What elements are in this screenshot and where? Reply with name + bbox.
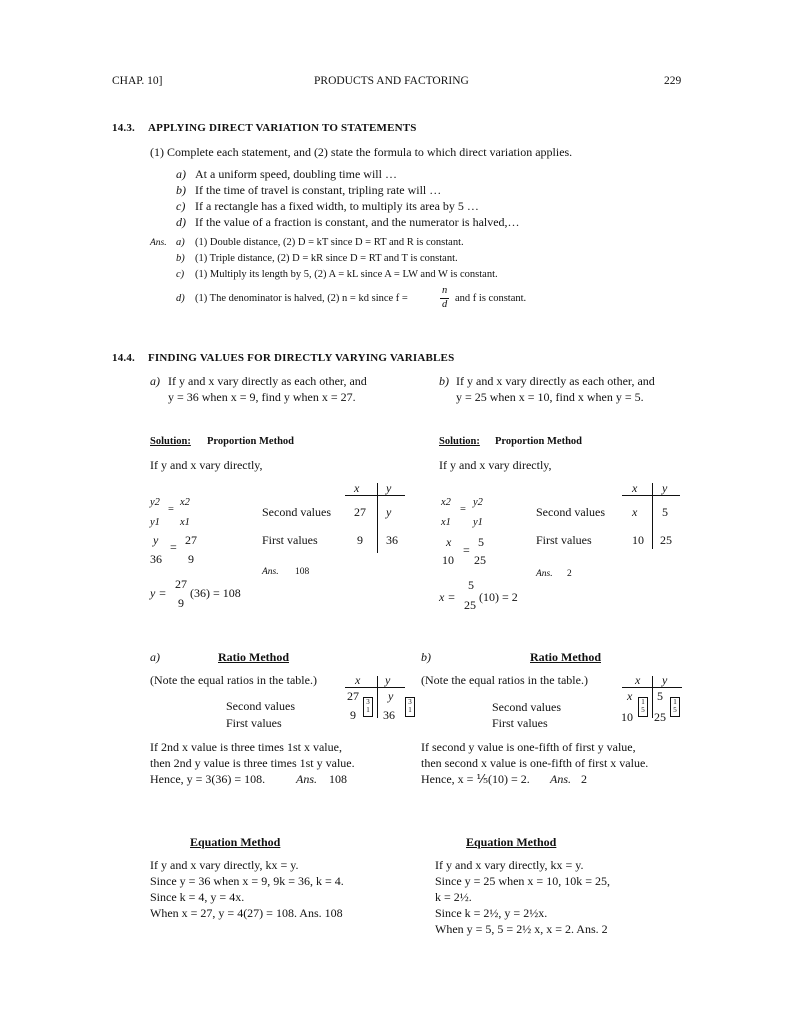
equation-line: Since y = 25 when x = 10, 10k = 25,: [435, 874, 610, 888]
page-number: 229: [664, 75, 682, 87]
table-header: x: [635, 673, 641, 687]
equation-line: When y = 5, 5 = 2½ x, x = 2. Ans. 2: [435, 922, 608, 936]
method-title: Ratio Method: [530, 650, 601, 664]
table-cell: y: [386, 505, 392, 519]
row-label: Second values: [262, 505, 331, 519]
item-label: b): [176, 183, 186, 197]
chapter-label: CHAP. 10]: [112, 75, 163, 87]
method-title: Ratio Method: [218, 650, 289, 664]
answer-label: Ans.: [550, 772, 571, 786]
fraction-numerator: 27: [185, 533, 197, 547]
section-number: 14.3.: [112, 122, 135, 134]
equation-line: Since k = 4, y = 4x.: [150, 890, 245, 904]
result-text: y =: [150, 586, 167, 600]
ratio-box: 3 1: [363, 697, 373, 717]
table-cell: 36: [383, 708, 395, 722]
row-label: First values: [536, 533, 592, 547]
ratio-box: 3 1: [405, 697, 415, 717]
symbol: y1: [150, 517, 160, 528]
problem-text: y = 25 when x = 10, find x when y = 5.: [456, 390, 644, 404]
answer-value: 2: [567, 569, 572, 579]
equation-line: When x = 27, y = 4(27) = 108. Ans. 108: [150, 906, 343, 920]
solution-text: If y and x vary directly,: [439, 458, 552, 472]
equation-line: k = 2½.: [435, 890, 472, 904]
answer-item-label: b): [176, 253, 185, 264]
answer-text: (1) Triple distance, (2) D = kR since D = RT and T is constant.: [195, 253, 458, 264]
ratio-explanation: If 2nd x value is three times 1st x value,: [150, 740, 342, 754]
fraction-numerator: n: [442, 285, 448, 296]
table-cell: x: [627, 689, 633, 703]
ratio-explanation: Hence, y = 3(36) = 108.: [150, 772, 266, 786]
item-text: If a rectangle has a fixed width, to multiply its area by 5 …: [195, 199, 479, 213]
table-header: y: [662, 481, 668, 495]
ratio-box: 1 5: [638, 697, 648, 717]
answer-item-label: a): [176, 237, 185, 248]
table-header: x: [632, 481, 638, 495]
page-header-title: PRODUCTS AND FACTORING: [314, 75, 469, 87]
ratio-explanation: then 2nd y value is three times 1st y value.: [150, 756, 355, 770]
section-number: 14.4.: [112, 352, 135, 364]
solution-text: If y and x vary directly,: [150, 458, 263, 472]
problem-text: If y and x vary directly as each other, and: [168, 374, 367, 388]
symbol: x1: [180, 517, 190, 528]
table-cell: 27: [354, 505, 366, 519]
answer-text: (1) Multiply its length by 5, (2) A = kL since A = LW and W is constant.: [195, 269, 498, 280]
symbol: x1: [441, 517, 451, 528]
table-header: y: [386, 481, 392, 495]
row-label: First values: [226, 716, 282, 730]
answer-text: (1) The denominator is halved, (2) n = kd since f =: [195, 293, 408, 304]
table-cell: 10: [621, 710, 633, 724]
fraction-numerator: x: [446, 535, 452, 549]
method-title: Proportion Method: [207, 436, 295, 447]
item-label: d): [176, 215, 186, 229]
method-title: Equation Method: [190, 835, 281, 849]
fraction-denominator: 25: [464, 598, 476, 612]
fraction-denominator: 9: [188, 552, 194, 566]
fraction-denominator: 25: [474, 553, 486, 567]
symbol: x2: [441, 497, 451, 508]
result-text: (36) = 108: [190, 586, 241, 600]
ratio-explanation: Hence, x = ⅕(10) = 2.: [421, 772, 530, 786]
symbol: x2: [180, 497, 190, 508]
answer-label: Ans.: [150, 238, 167, 248]
row-label: First values: [262, 533, 318, 547]
result-text: x =: [439, 590, 456, 604]
fraction-numerator: y: [153, 533, 159, 547]
fraction-denominator: 9: [178, 596, 184, 610]
problem-label: a): [150, 374, 160, 388]
table-cell: x: [632, 505, 638, 519]
item-label: c): [176, 199, 186, 213]
fraction-numerator: 27: [175, 577, 187, 591]
answer-text: and f is constant.: [455, 293, 527, 304]
table-header: x: [355, 673, 361, 687]
row-label: Second values: [492, 700, 561, 714]
item-label: a): [176, 167, 186, 181]
table-cell: 25: [660, 533, 672, 547]
table-cell: 9: [357, 533, 363, 547]
table-cell: 5: [657, 689, 663, 703]
problem-text: If y and x vary directly as each other, and: [456, 374, 655, 388]
answer-value: 2: [581, 772, 587, 786]
table-cell: 25: [654, 710, 666, 724]
ratio-explanation: If second y value is one-fifth of first y value,: [421, 740, 636, 754]
table-header: y: [385, 673, 391, 687]
section-title: FINDING VALUES FOR DIRECTLY VARYING VARIABLES: [148, 352, 455, 364]
answer-label: Ans.: [262, 567, 279, 577]
solution-label: Solution:: [150, 436, 191, 447]
fraction-denominator: 36: [150, 552, 162, 566]
section-title: APPLYING DIRECT VARIATION TO STATEMENTS: [148, 122, 417, 134]
answer-item-label: c): [176, 269, 185, 280]
result-text: (10) = 2: [479, 590, 518, 604]
equation-line: If y and x vary directly, kx = y.: [150, 858, 299, 872]
answer-label: Ans.: [296, 772, 317, 786]
symbol: y1: [473, 517, 483, 528]
method-title: Proportion Method: [495, 436, 583, 447]
equation-line: Since y = 36 when x = 9, 9k = 36, k = 4.: [150, 874, 344, 888]
symbol: y2: [473, 497, 483, 508]
row-label: First values: [492, 716, 548, 730]
fraction-denominator: d: [442, 299, 448, 310]
row-label: Second values: [226, 699, 295, 713]
section-intro: (1) Complete each statement, and (2) state the formula to which direct variation applies.: [150, 145, 573, 159]
fraction-denominator: 10: [442, 553, 454, 567]
answer-text: (1) Double distance, (2) D = kT since D = RT and R is constant.: [195, 237, 464, 248]
item-text: If the time of travel is constant, tripling rate will …: [195, 183, 442, 197]
problem-label: b): [439, 374, 449, 388]
answer-label: Ans.: [536, 569, 553, 579]
table-cell: 10: [632, 533, 644, 547]
row-label: Second values: [536, 505, 605, 519]
note-text: (Note the equal ratios in the table.): [150, 673, 317, 687]
item-text: At a uniform speed, doubling time will …: [195, 167, 397, 181]
answer-value: 108: [295, 567, 310, 577]
equation-line: If y and x vary directly, kx = y.: [435, 858, 584, 872]
answer-item-label: d): [176, 293, 185, 304]
symbol: y2: [150, 497, 160, 508]
table-header: y: [662, 673, 668, 687]
method-title: Equation Method: [466, 835, 557, 849]
part-label: b): [421, 650, 431, 664]
fraction-numerator: 5: [478, 535, 484, 549]
ratio-explanation: then second x value is one-fifth of first x value.: [421, 756, 649, 770]
item-text: If the value of a fraction is constant, and the numerator is halved,…: [195, 215, 520, 229]
answer-value: 108: [329, 772, 347, 786]
table-cell: 27: [347, 689, 359, 703]
table-cell: 36: [386, 533, 398, 547]
table-cell: 9: [350, 708, 356, 722]
part-label: a): [150, 650, 160, 664]
table-cell: y: [388, 689, 394, 703]
solution-label: Solution:: [439, 436, 480, 447]
fraction-numerator: 5: [468, 578, 474, 592]
table-header: x: [354, 481, 360, 495]
ratio-box: 1 5: [670, 697, 680, 717]
problem-text: y = 36 when x = 9, find y when x = 27.: [168, 390, 356, 404]
note-text: (Note the equal ratios in the table.): [421, 673, 588, 687]
table-cell: 5: [662, 505, 668, 519]
equation-line: Since k = 2½, y = 2½x.: [435, 906, 548, 920]
